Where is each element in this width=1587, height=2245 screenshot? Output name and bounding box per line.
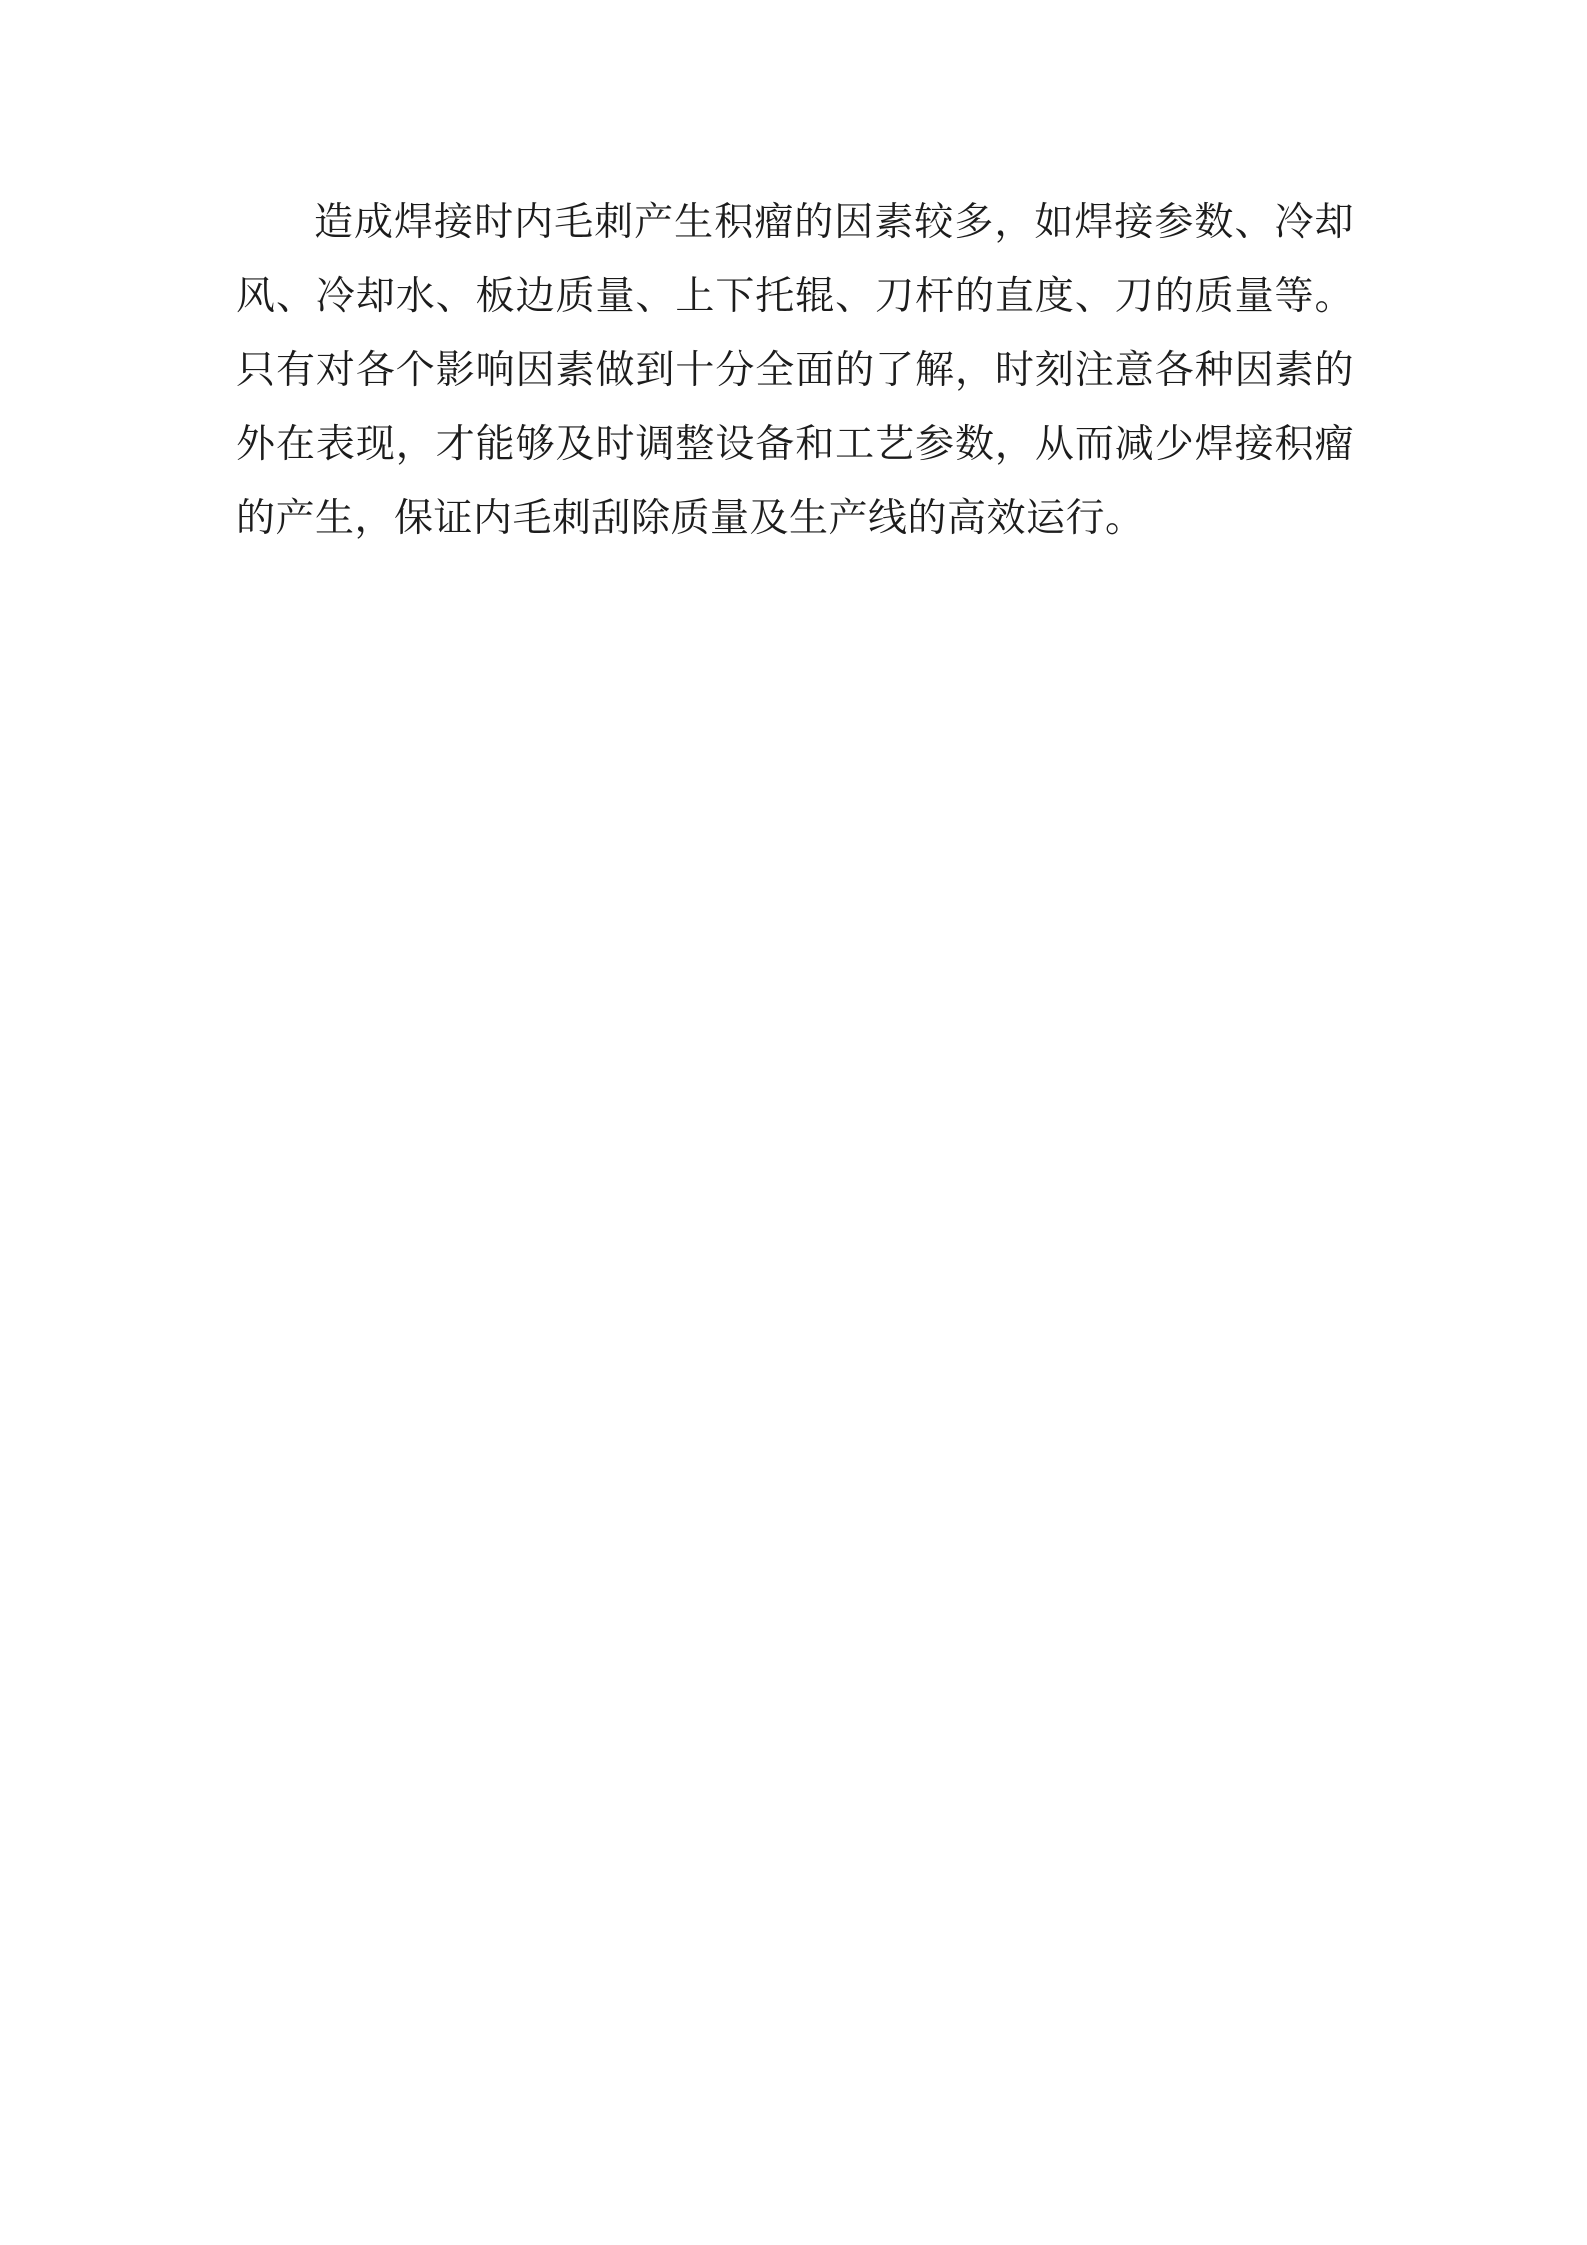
document-body xyxy=(236,186,1354,556)
paragraph-text: 造成焊接时内毛刺产生积瘤的因素较多，如焊接参数、冷却风、冷却水、板边质量、上下托辊、刀杆的直度、刀的质量等。只有对各个影响因素做到十分全面的了解，时刻注意各种因素的外在表现，才能够及时调整设备和工艺参数，从而减少焊接积瘤的产生，保证内毛刺刮除质量及生产线的高效运行。 xyxy=(236,200,1354,541)
